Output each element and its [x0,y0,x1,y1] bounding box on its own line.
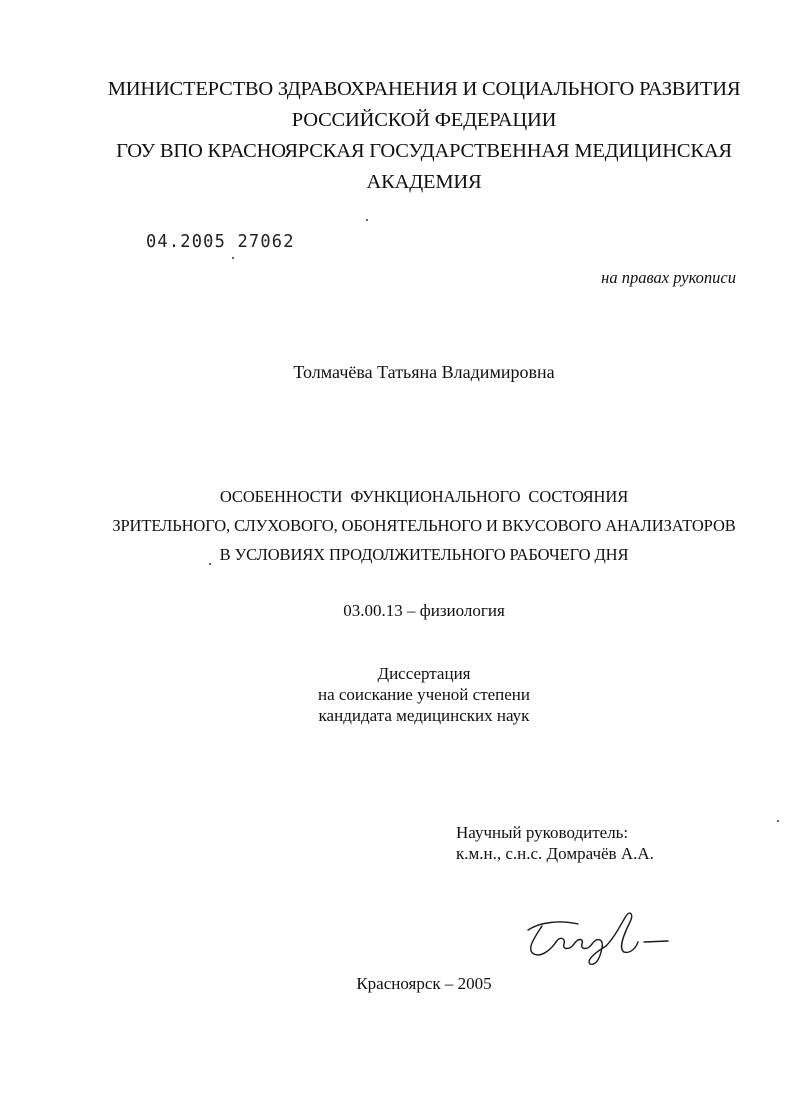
supervisor-name: к.м.н., с.н.с. Домрачёв А.А. [456,844,654,863]
manuscript-note: на правах рукописи [601,268,736,287]
academy-line: АКАДЕМИЯ [366,171,482,193]
catalog-number-stamp: 04.2005 27062 [146,231,295,253]
ministry-line: МИНИСТЕРСТВО ЗДРАВОХРАНЕНИЯ И СОЦИАЛЬНОГО РАЗВИТИЯ [107,78,741,100]
scan-speck [366,219,368,221]
degree-line: кандидата медицинских наук [318,706,530,725]
ministry-line: РОССИЙСКОЙ ФЕДЕРАЦИИ [291,109,557,131]
scan-speck [209,563,211,565]
scan-speck [777,820,779,822]
author-name: Толмачёва Татьяна Владимировна [293,362,555,382]
specialty-code: 03.00.13 – физиология [343,601,505,620]
scan-speck [232,257,234,259]
city-year: Красноярск – 2005 [356,974,492,993]
academy-line: ГОУ ВПО КРАСНОЯРСКАЯ ГОСУДАРСТВЕННАЯ МЕДИЦИНСКАЯ [116,140,732,162]
title-line: В УСЛОВИЯХ ПРОДОЛЖИТЕЛЬНОГО РАБОЧЕГО ДНЯ [219,545,629,564]
degree-line: на соискание ученой степени [317,685,531,704]
handwritten-signature [520,908,685,968]
title-line: ОСОБЕННОСТИ ФУНКЦИОНАЛЬНОГО СОСТОЯНИЯ [219,487,629,506]
title-line: ЗРИТЕЛЬНОГО, СЛУХОВОГО, ОБОНЯТЕЛЬНОГО И ВКУСОВОГО АНАЛИЗАТОРОВ [112,516,736,535]
supervisor-label: Научный руководитель: [456,823,629,842]
degree-line: Диссертация [377,664,471,683]
